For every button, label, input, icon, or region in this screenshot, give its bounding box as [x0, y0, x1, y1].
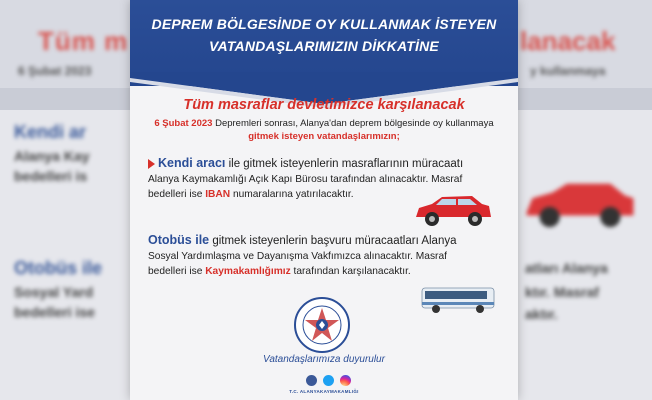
background-car-line: bedelleri is — [14, 168, 88, 184]
car-section-text3: bedelleri ise — [148, 189, 206, 200]
intro-body: Depremleri sonrası, Alanya'dan deprem bölgesinde oy kullanmaya — [212, 118, 494, 129]
background-bus-line: Sosyal Yard — [14, 284, 94, 300]
background-bus-lead: Otobüs ile — [14, 258, 103, 278]
background-right-line: ktır. Masraf — [525, 284, 599, 300]
background-car-line: Alanya Kay — [14, 148, 90, 164]
intro-date: 6 Şubat 2023 — [154, 118, 213, 129]
bus-section-lead: Otobüs ile — [148, 233, 210, 247]
facebook-icon[interactable] — [306, 375, 317, 386]
background-sub-left: 6 Şubat 2023 — [18, 64, 92, 78]
intro-line2: gitmek isteyen vatandaşlarımızın; — [248, 131, 400, 142]
background-sub-right: y kullanmaya — [530, 64, 606, 78]
bus-section-text2: Sosyal Yardımlaşma ve Dayanışma Vakfımızca alınacaktır. Masraf — [148, 251, 447, 262]
announcement-footer: Vatandaşlarımıza duyurulur — [263, 354, 385, 365]
car-section-highlight: IBAN — [205, 189, 231, 200]
intro-text — [130, 117, 518, 143]
car-icon — [412, 192, 494, 228]
background-bus-line: bedelleri ise — [14, 304, 95, 320]
background-title-left: Tüm m — [38, 26, 129, 56]
bus-icon — [420, 285, 496, 315]
bus-section-text3: bedelleri ise — [148, 266, 206, 277]
headline: Tüm masraflar devletimizce karşılanacak — [183, 97, 465, 113]
social-handle: T.C. ALANYAKAYMAKAMLIĞI — [289, 389, 359, 394]
kaymakamlik-emblem — [293, 296, 351, 354]
instagram-icon[interactable] — [340, 375, 351, 386]
car-section-text1: ile gitmek isteyenlerin masraflarının müracaatı — [225, 158, 464, 170]
car-section-text4: numaralarına yatırılacaktır. — [230, 189, 354, 200]
background-car-lead: Kendi ar — [14, 122, 87, 142]
bus-section-text4: tarafından karşılanacaktır. — [290, 266, 411, 277]
car-section-lead: Kendi aracı — [158, 156, 226, 170]
bus-section — [148, 233, 502, 279]
header-title-line2: VATANDAŞLARIMIZIN DİKKATİNE — [209, 38, 439, 54]
background-title-right: lanacak — [520, 26, 616, 56]
announcement-card — [130, 0, 518, 400]
background-right-line: atları Alanya — [525, 260, 608, 276]
header-title-line1: DEPREM BÖLGESİNDE OY KULLANMAK İSTEYEN — [151, 16, 497, 32]
background-car-icon — [520, 178, 640, 230]
bus-section-highlight: Kaymakamlığımız — [205, 266, 291, 277]
background-right-line: aktır. — [525, 306, 558, 322]
arrow-icon — [148, 159, 155, 169]
twitter-icon[interactable] — [323, 375, 334, 386]
car-section-text2: Alanya Kaymakamlığı Açık Kapı Bürosu tarafından alınacaktır. Masraf — [148, 174, 463, 185]
social-icons — [306, 375, 356, 387]
bus-section-text1: gitmek isteyenlerin başvuru müracaatları Alanya — [209, 235, 457, 247]
